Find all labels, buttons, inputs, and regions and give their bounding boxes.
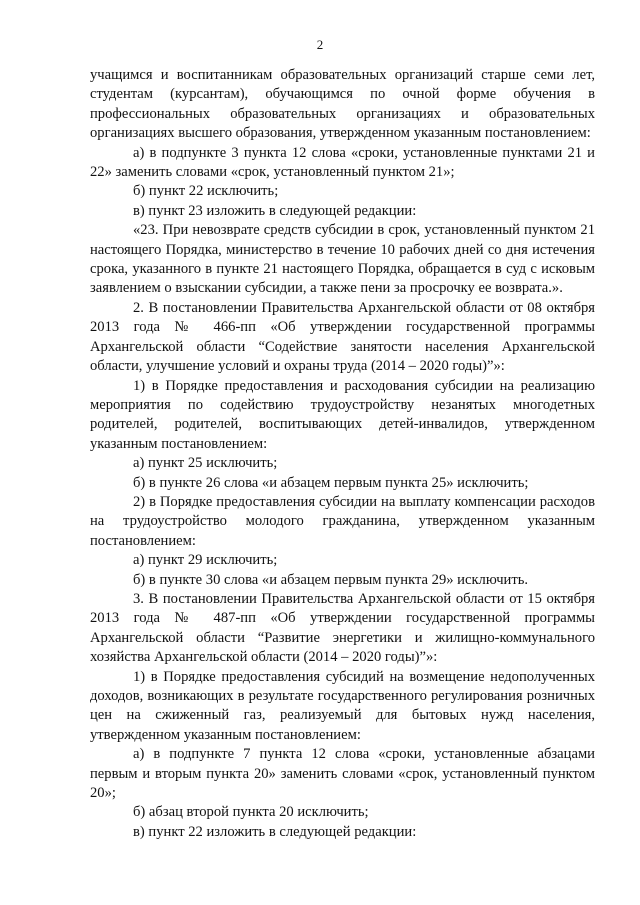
paragraph: 2) в Порядке предоставления субсидии на выплату компенсации расходов на трудоустройство молодого гражданина, утвержденном указанным постановлением: [90, 493, 595, 549]
paragraph: 2. В постановлении Правительства Архангельской области от 08 октября 2013 года № 466-пп «Об утверждении государственной программы Архангельской области “Содействие занятости населения Архангельской области, улучшение условий и охраны труда (2014 – 2020 годы)”»: [90, 299, 595, 375]
paragraph: 1) в Порядке предоставления субсидий на возмещение недополученных доходов, возникающих в результате государственного регулирования розничных цен на сжиженный газ, реализуемый для бытовых нужд населения, утвержденном указанным постановлением: [90, 668, 595, 743]
paragraph: а) в подпункте 3 пункта 12 слова «сроки, установленные пунктами 21 и 22» заменить словами «срок, установленный пунктом 21»; [90, 144, 595, 181]
paragraph: б) пункт 22 исключить; [133, 183, 279, 200]
paragraph: учащимся и воспитанникам образовательных организаций старше семи лет, студентам (курсантам), обучающимся по очной форме обучения в профессиональных образовательных организациях и образовательных организациях высшего образования, утвержденном указанным постановлением: [90, 67, 595, 142]
paragraph: в) пункт 22 изложить в следующей редакции: [133, 823, 417, 840]
page-number: 2 [316, 37, 324, 52]
paragraph: б) в пункте 26 слова «и абзацем первым пункта 25» исключить; [133, 474, 529, 491]
paragraph: б) в пункте 30 слова «и абзацем первым пункта 29» исключить. [133, 571, 529, 588]
paragraph: а) в подпункте 7 пункта 12 слова «сроки, установленные абзацами первым и вторым пункта 20» заменить словами «срок, установленный пунктом 20»; [90, 746, 595, 802]
paragraph: 3. В постановлении Правительства Архангельской области от 15 октября 2013 года № 487-пп «Об утверждении государственной программы Архангельской области “Развитие энергетики и жилищно-коммунального хозяйства Архангельской области (2014 – 2020 годы)”»: [90, 590, 595, 666]
paragraph: а) пункт 25 исключить; [133, 455, 278, 472]
document-body [90, 66, 595, 842]
paragraph: «23. При невозврате средств субсидии в срок, установленный пунктом 21 настоящего Порядка, министерство в течение 10 рабочих дней со дня истечения срока, указанного в пункте 21 настоящего Порядка, обращается в суд с исковым заявлением о взыскании субсидии, а также пени за просрочку ее возврата.». [90, 222, 595, 297]
paragraph: б) абзац второй пункта 20 исключить; [133, 804, 369, 821]
paragraph: а) пункт 29 исключить; [133, 552, 278, 569]
paragraph: в) пункт 23 изложить в следующей редакции: [133, 202, 417, 219]
paragraph: 1) в Порядке предоставления и расходования субсидии на реализацию мероприятия по содействию трудоустройству незанятых многодетных родителей, родителей, воспитывающих детей-инвалидов, утвержденном указанным постановлением: [90, 377, 595, 452]
